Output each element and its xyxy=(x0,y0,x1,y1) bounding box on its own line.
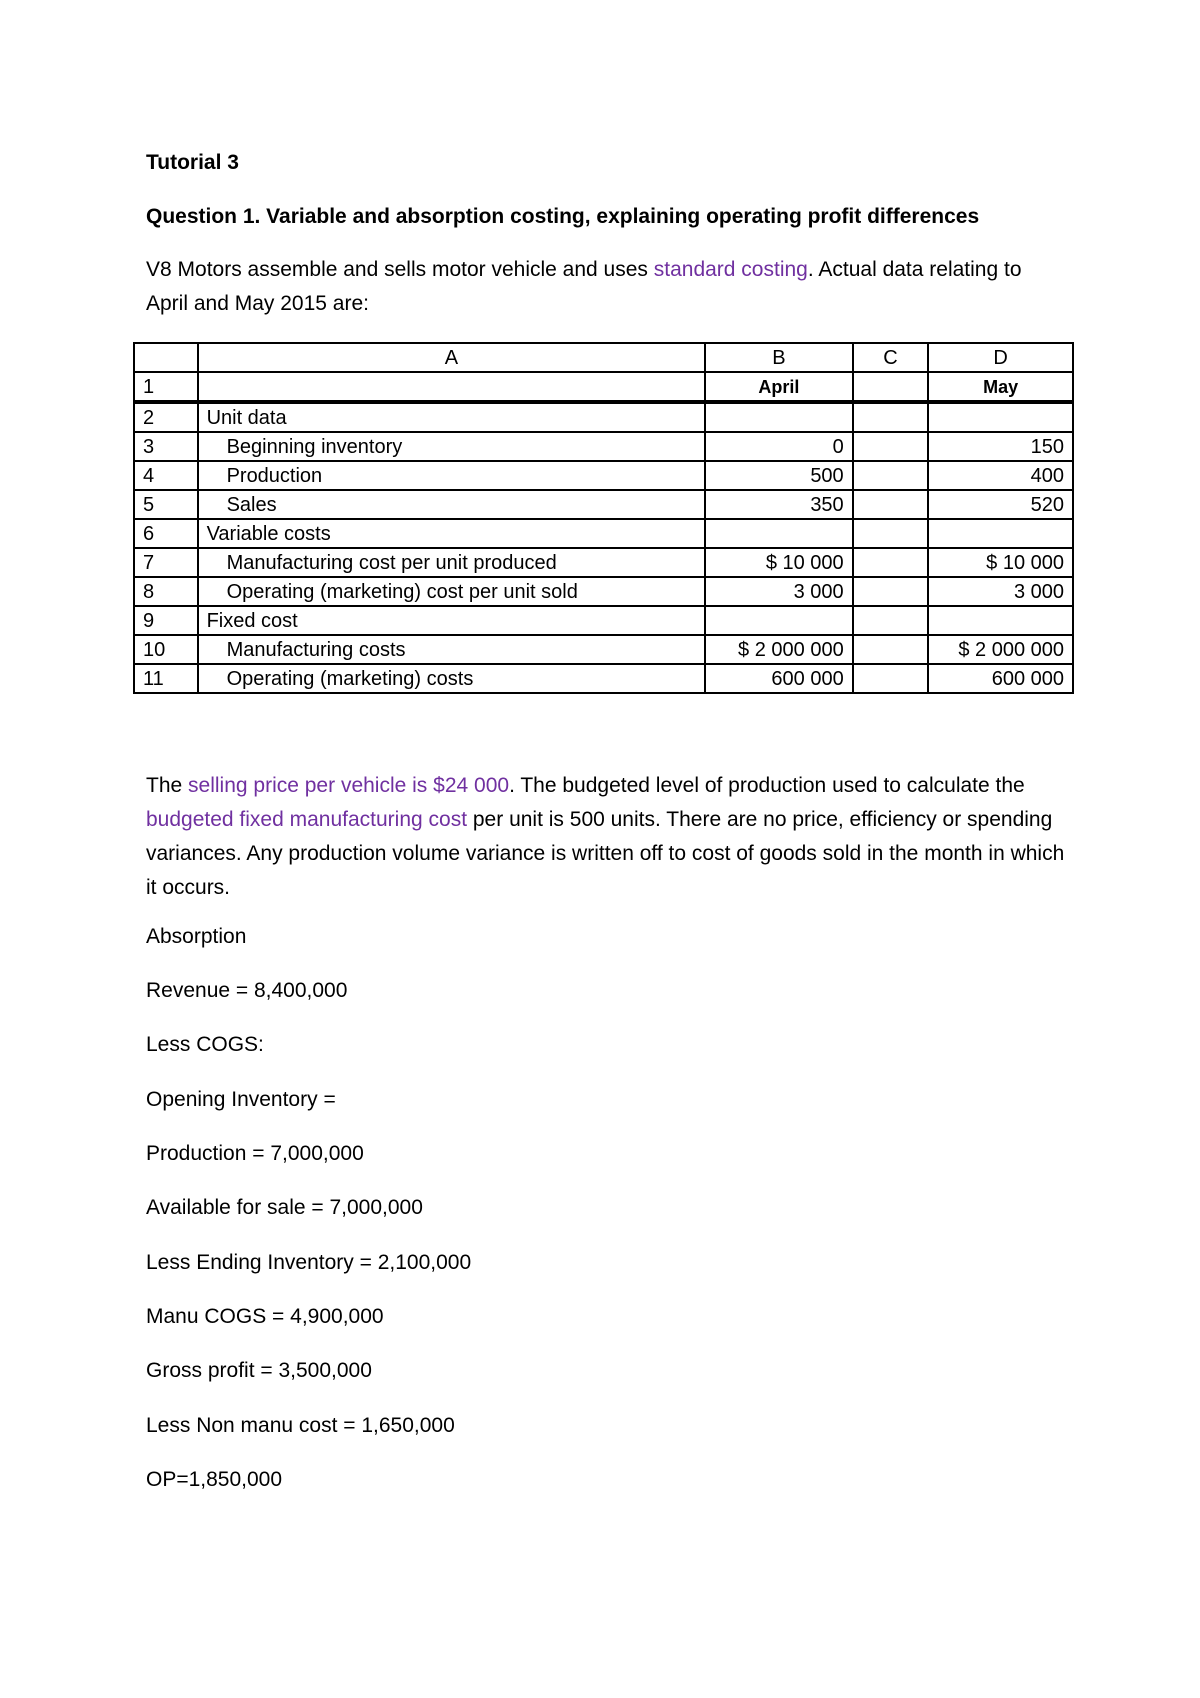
row-label: Operating (marketing) costs xyxy=(198,664,706,693)
cell-may: $ 10 000 xyxy=(928,548,1073,577)
description-highlight-price: selling price per vehicle is $24 000 xyxy=(188,774,510,797)
intro-highlight: standard costing xyxy=(653,258,808,281)
tutorial-title: Tutorial 3 xyxy=(146,151,239,174)
cell-april xyxy=(705,402,853,432)
header-cell-c xyxy=(853,372,929,402)
column-letter-b: B xyxy=(705,343,853,372)
table-row xyxy=(134,577,1073,606)
calc-line-ending-inventory: Less Ending Inventory = 2,100,000 xyxy=(146,1251,472,1274)
cell-may xyxy=(928,402,1073,432)
column-letter-c: C xyxy=(853,343,929,372)
table-row xyxy=(134,432,1073,461)
row-label: Fixed cost xyxy=(198,606,706,635)
table-row xyxy=(134,402,1073,432)
cell-c xyxy=(853,432,929,461)
cell-may: 520 xyxy=(928,490,1073,519)
row-number: 9 xyxy=(134,606,198,635)
cell-april: 600 000 xyxy=(705,664,853,693)
calc-line-gross-profit: Gross profit = 3,500,000 xyxy=(146,1359,372,1382)
absorption-heading: Absorption xyxy=(146,925,247,948)
description-text-1: The xyxy=(146,774,189,797)
table-row xyxy=(134,548,1073,577)
cell-c xyxy=(853,635,929,664)
cell-c xyxy=(853,461,929,490)
cell-c xyxy=(853,548,929,577)
cell-april: 0 xyxy=(705,432,853,461)
calc-line-operating-profit: OP=1,850,000 xyxy=(146,1468,283,1491)
table-row xyxy=(134,461,1073,490)
cell-may: 400 xyxy=(928,461,1073,490)
row-label: Variable costs xyxy=(198,519,706,548)
calc-line-opening-inventory: Opening Inventory = xyxy=(146,1088,336,1111)
cell-april: 350 xyxy=(705,490,853,519)
cell-may xyxy=(928,519,1073,548)
column-letter-row xyxy=(134,343,1073,372)
row-label: Unit data xyxy=(198,402,706,432)
cell-c xyxy=(853,402,929,432)
question-title: Question 1. Variable and absorption costing, explaining operating profit differences xyxy=(146,205,980,228)
cell-april xyxy=(705,519,853,548)
cell-may: 150 xyxy=(928,432,1073,461)
intro-text-1: V8 Motors assemble and sells motor vehicle and uses xyxy=(146,258,654,281)
calc-line-production: Production = 7,000,000 xyxy=(146,1142,364,1165)
column-letter-d: D xyxy=(928,343,1073,372)
header-cell-may: May xyxy=(928,372,1073,402)
cell-may xyxy=(928,606,1073,635)
row-number: 1 xyxy=(134,372,198,402)
row-label: Beginning inventory xyxy=(198,432,706,461)
row-number: 10 xyxy=(134,635,198,664)
column-letter-a: A xyxy=(198,343,706,372)
row-number: 4 xyxy=(134,461,198,490)
row-label: Sales xyxy=(198,490,706,519)
cell-may: $ 2 000 000 xyxy=(928,635,1073,664)
description-highlight-fixed-cost: budgeted fixed manufacturing cost xyxy=(146,808,468,831)
cell-april: 500 xyxy=(705,461,853,490)
cell-c xyxy=(853,577,929,606)
data-table xyxy=(133,342,1074,694)
cell-c xyxy=(853,664,929,693)
row-number: 2 xyxy=(134,402,198,432)
row-number: 8 xyxy=(134,577,198,606)
cell-may: 600 000 xyxy=(928,664,1073,693)
row-number: 3 xyxy=(134,432,198,461)
intro-text-2: . Actual data relating to April and May 2015 are: xyxy=(146,258,1022,315)
row-label: Operating (marketing) cost per unit sold xyxy=(198,577,706,606)
cell-c xyxy=(853,606,929,635)
cell-april: $ 10 000 xyxy=(705,548,853,577)
calc-line-available-for-sale: Available for sale = 7,000,000 xyxy=(146,1196,423,1219)
row-label: Production xyxy=(198,461,706,490)
cell-april: $ 2 000 000 xyxy=(705,635,853,664)
intro-paragraph xyxy=(146,253,1066,321)
description-paragraph xyxy=(146,769,1066,905)
cell-c xyxy=(853,519,929,548)
row-label: Manufacturing costs xyxy=(198,635,706,664)
table-row xyxy=(134,606,1073,635)
row-label: Manufacturing cost per unit produced xyxy=(198,548,706,577)
header-cell-a xyxy=(198,372,706,402)
row-number: 7 xyxy=(134,548,198,577)
cell-may: 3 000 xyxy=(928,577,1073,606)
calc-line-non-manu-cost: Less Non manu cost = 1,650,000 xyxy=(146,1414,455,1437)
table-row xyxy=(134,664,1073,693)
calc-line-manu-cogs: Manu COGS = 4,900,000 xyxy=(146,1305,384,1328)
row-number: 11 xyxy=(134,664,198,693)
header-row xyxy=(134,372,1073,402)
description-text-3: per unit is 500 units. There are no price, efficiency or spending variances. Any production volume variance is written off to cost of goods sold in the month in which it occurs. xyxy=(146,808,1065,899)
table-row xyxy=(134,519,1073,548)
cell-april: 3 000 xyxy=(705,577,853,606)
cell-c xyxy=(853,490,929,519)
row-number: 6 xyxy=(134,519,198,548)
header-cell-april: April xyxy=(705,372,853,402)
corner-cell xyxy=(134,343,198,372)
table-row xyxy=(134,490,1073,519)
description-text-2: . The budgeted level of production used to calculate the xyxy=(509,774,1025,797)
cell-april xyxy=(705,606,853,635)
calc-line-revenue: Revenue = 8,400,000 xyxy=(146,979,348,1002)
calc-line-less-cogs: Less COGS: xyxy=(146,1033,264,1056)
table-row xyxy=(134,635,1073,664)
row-number: 5 xyxy=(134,490,198,519)
